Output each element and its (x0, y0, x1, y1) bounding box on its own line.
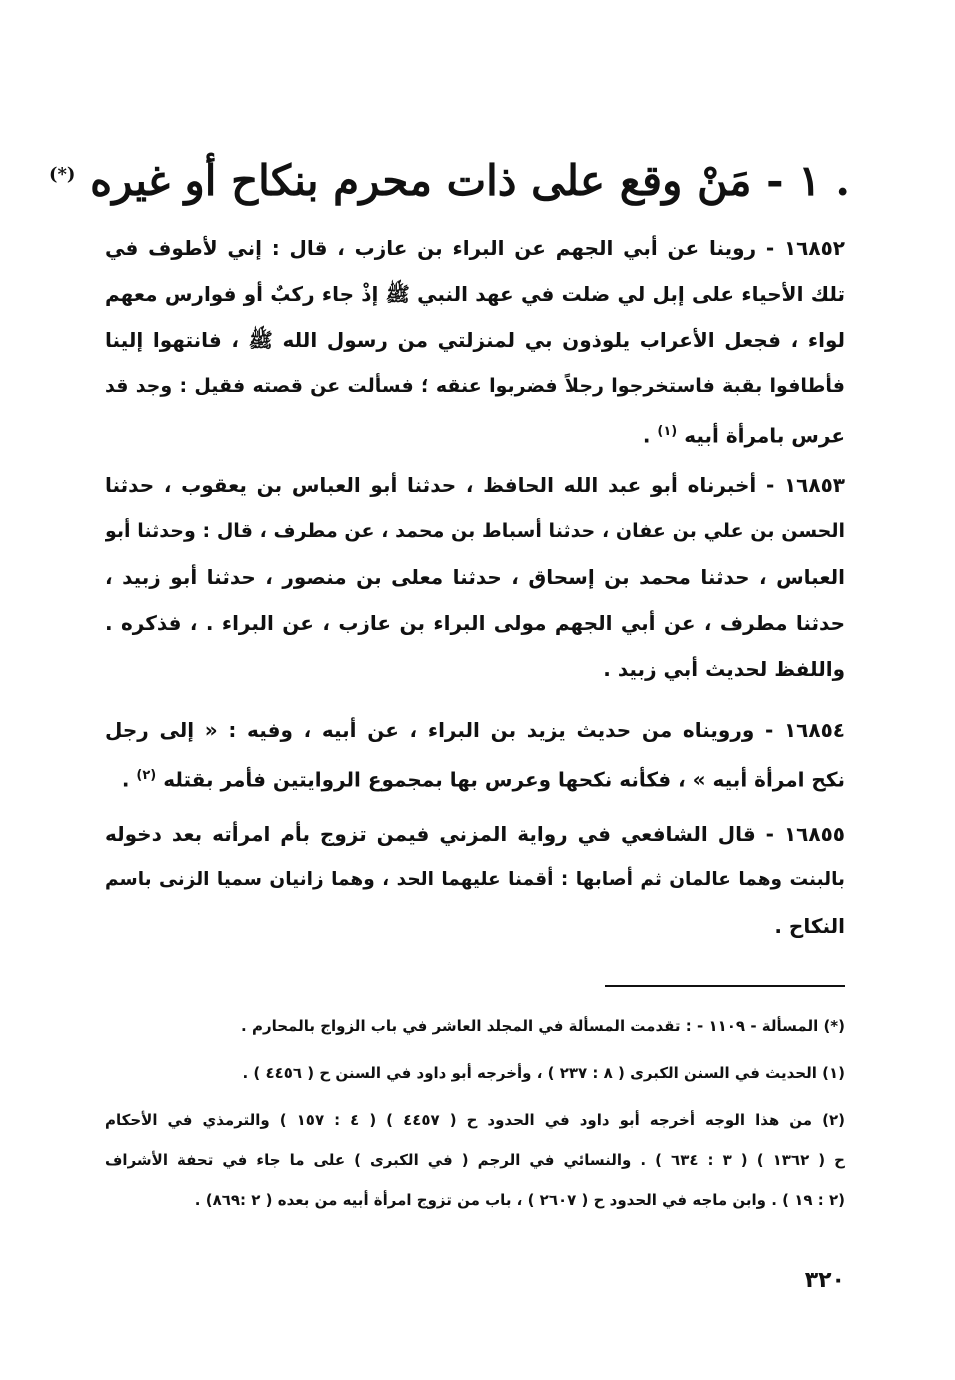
text-line: فأطافوا بقبة فاستخرجوا رجلاً فضربوا عنقه ؛ فسألت عن قصته فقيل : وجد قد (105, 375, 845, 397)
line-end-mark: . (121, 767, 130, 792)
footnote-2 (105, 1100, 845, 1220)
text-line: واللفظ لحديث أبي زبيد . (603, 657, 845, 681)
text-line (105, 753, 845, 799)
text-line: لواء ، فجعل الأعراب يلوذون بي لمنزلتي من رسول الله ﷺ ، فانتهوا إلينا (105, 328, 845, 352)
footnote-line: (١) الحديث في السنن الكبرى ( ٨ : ٢٣٧ ) ، وأخرجه أبو داود في السنن ح ( ٤٤٥٦ ) . (242, 1064, 845, 1082)
paragraph-16853 (105, 462, 845, 692)
text-line: ١٦٨٥٥ - قال الشافعي في رواية المزني فيمن تزوج بأم امرأته بعد دخوله (105, 822, 845, 846)
chapter-heading (48, 140, 850, 210)
text-line: حدثنا مطرف ، عن أبي الجهم مولى البراء بن عازب ، عن البراء . ، فذكره . (105, 611, 845, 635)
text-line: العباس ، حدثنا محمد بن إسحاق ، حدثنا معلى بن منصور ، حدثنا أبو زبيد ، (105, 565, 845, 589)
text-line: الحسن بن علي بن عفان ، حدثنا أسباط بن محمد ، عن مطرف ، قال : وحدثنا أبو (105, 520, 845, 542)
text-line: تلك الأحياء على إبل لي ضلت في عهد النبي ﷺ إذْ جاء ركبٌ أو فوارس معهم (105, 282, 845, 306)
line-end-mark: . (642, 423, 651, 448)
text-line: ١٦٨٥٢ - روينا عن أبي الجهم عن البراء بن عازب ، قال : إني لأطوف في (105, 236, 845, 260)
footnote-ref: (٢) (136, 768, 157, 783)
text-line-content: نكح امرأة أبيه » ، فكأنه نكحها وعرس بها بمجموع الروايتين فأمر بقتله (163, 767, 845, 792)
text-line: ١٦٨٥٤ - ورويناه من حديث يزيد بن البراء ، عن أبيه ، وفيه : « إلى رجل (105, 718, 845, 742)
text-line (105, 409, 845, 455)
footnote-line: (*) المسألة - ١١٠٩ - : تقدمت المسألة في المجلد العاشر في باب الزواج بالمحارم . (241, 1017, 845, 1035)
footnote-star (105, 1006, 845, 1046)
footnote-line: (٢) من هذا الوجه أخرجه أبو داود في الحدود ح ( ٤٤٥٧ ) ( ٤ : ١٥٧ ) والترمذي في الأحكام (105, 1111, 845, 1129)
paragraph-16855 (105, 811, 845, 949)
paragraph-16854 (105, 707, 845, 799)
chapter-heading-text: . ١ - مَنْ وقع على ذات محرم بنكاح أو غيره (90, 156, 850, 205)
footnote-line: ح ( ١٣٦٢ ) ( ٣ : ٦٣٤ ) . والنسائي في الرجم ( في الكبرى ) على ما جاء في تحفة الأشراف (105, 1151, 845, 1169)
text-line: النكاح . (774, 914, 845, 938)
footnote-ref: (١) (657, 424, 678, 439)
text-line-content: عرس بامرأة أبيه (684, 423, 845, 448)
footnote-separator (605, 985, 845, 987)
footnote-1 (105, 1053, 845, 1093)
text-line: بالبنت وهما عالمان ثم أصابها : أقمنا عليهما الحد ، وهما زانيان سميا الزنى باسم (105, 869, 845, 890)
paragraph-16852 (105, 225, 845, 455)
page-number: ٣٢٠ (804, 1268, 845, 1293)
footnote-line: (٢ : ١٩ ) . وابن ماجه في الحدود ح ( ٢٦٠٧ ) ، باب من تزوج امرأة أبيه من بعده ( ٢ :٨٦٩) . (194, 1191, 845, 1209)
text-line: ١٦٨٥٣ - أخبرناه أبو عبد الله الحافظ ، حدثنا أبو العباس بن يعقوب ، حدثنا (105, 473, 845, 497)
chapter-heading-marker: (*) (48, 164, 76, 185)
